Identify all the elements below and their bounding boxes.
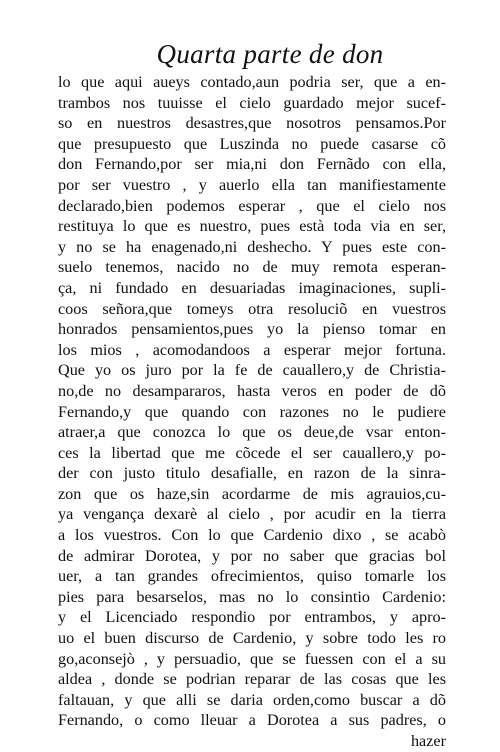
text-line: aldea , donde se podrian reparar de las cosas que les bbox=[58, 670, 446, 689]
text-line: por ser vuestro , y auerlo ella tan manifiestamente bbox=[58, 175, 446, 194]
text-line: zon que os haze,sin acordarme de mis agrauios,cu- bbox=[58, 484, 446, 503]
text-line: los mios , acomodandoos a esperar mejor fortuna. bbox=[58, 340, 446, 359]
text-line: y no se ha enagenado,ni deshecho. Y pues este con- bbox=[58, 237, 446, 256]
text-line: Fernando, o como lleuar a Dorotea a sus padres, o bbox=[58, 711, 446, 730]
text-line: declarado,bien podemos esperar , que el cielo nos bbox=[58, 196, 446, 215]
running-head: Quarta parte de don bbox=[156, 39, 384, 69]
text-line: ces la libertad que me cõcede el ser cauallero,y po- bbox=[58, 443, 446, 462]
text-line: ya vengança dexarè al cielo , por acudir en la tierra bbox=[58, 505, 446, 524]
text-line: y el Licenciado respondio por entrambos, y apro- bbox=[58, 608, 446, 627]
text-line: coos señora,que tomeys otra resoluciõ en vuestros bbox=[58, 299, 446, 318]
text-line: pies para besarselos, mas no lo consintio Cardenio: bbox=[58, 587, 446, 606]
text-line: que presupuesto que Luszinda no puede casarse cõ bbox=[58, 134, 446, 153]
text-line: so en nuestros desastres,que nosotros pensamos.Por bbox=[58, 114, 446, 133]
text-line: hazer bbox=[410, 732, 446, 750]
text-line: faltauan, y que alli se daria orden,como buscar a dõ bbox=[58, 690, 446, 709]
text-line: suelo tenemos, nacido no de muy remota esperan- bbox=[58, 258, 446, 277]
text-line: atraer,a que conozca lo que os deue,de vsar enton- bbox=[58, 423, 446, 442]
text-line: honrados pensamientos,pues yo la pienso tomar en bbox=[58, 320, 446, 339]
text-line: uer, a tan grandes ofrecimientos, quiso tomarle los bbox=[58, 567, 446, 586]
text-line: der con justo titulo desafialle, en razon de la sinra- bbox=[58, 464, 446, 483]
text-line: restituya lo que es nuestro, pues està toda via en ser, bbox=[58, 217, 446, 236]
text-line: a los vuestros. Con lo que Cardenio dixo , se acabò bbox=[58, 526, 446, 545]
text-line: Que yo os juro por la fe de cauallero,y de Christia- bbox=[58, 361, 446, 380]
text-line: uo el buen discurso de Cardenio, y sobre todo les ro bbox=[58, 629, 446, 648]
text-line: trambos nos tuuisse el cielo guardado mejor sucef- bbox=[58, 93, 446, 112]
body-text bbox=[58, 72, 446, 752]
text-line: ça, ni fundado en desuariadas imaginaciones, supli- bbox=[58, 278, 446, 297]
text-line: lo que aqui aueys contado,aun podria ser, que a en- bbox=[58, 73, 446, 91]
text-line: don Fernando,por ser mia,ni don Fernãdo con ella, bbox=[58, 155, 446, 174]
text-line: de admirar Dorotea, y por no saber que gracias bol bbox=[58, 546, 446, 565]
text-line: go,aconsejò , y persuadio, que se fuessen con el a su bbox=[58, 649, 446, 668]
text-line: Fernando,y que quando con razones no le pudiere bbox=[58, 402, 446, 421]
text-line: no,de no desampararos, hasta veros en poder de dõ bbox=[58, 381, 446, 400]
